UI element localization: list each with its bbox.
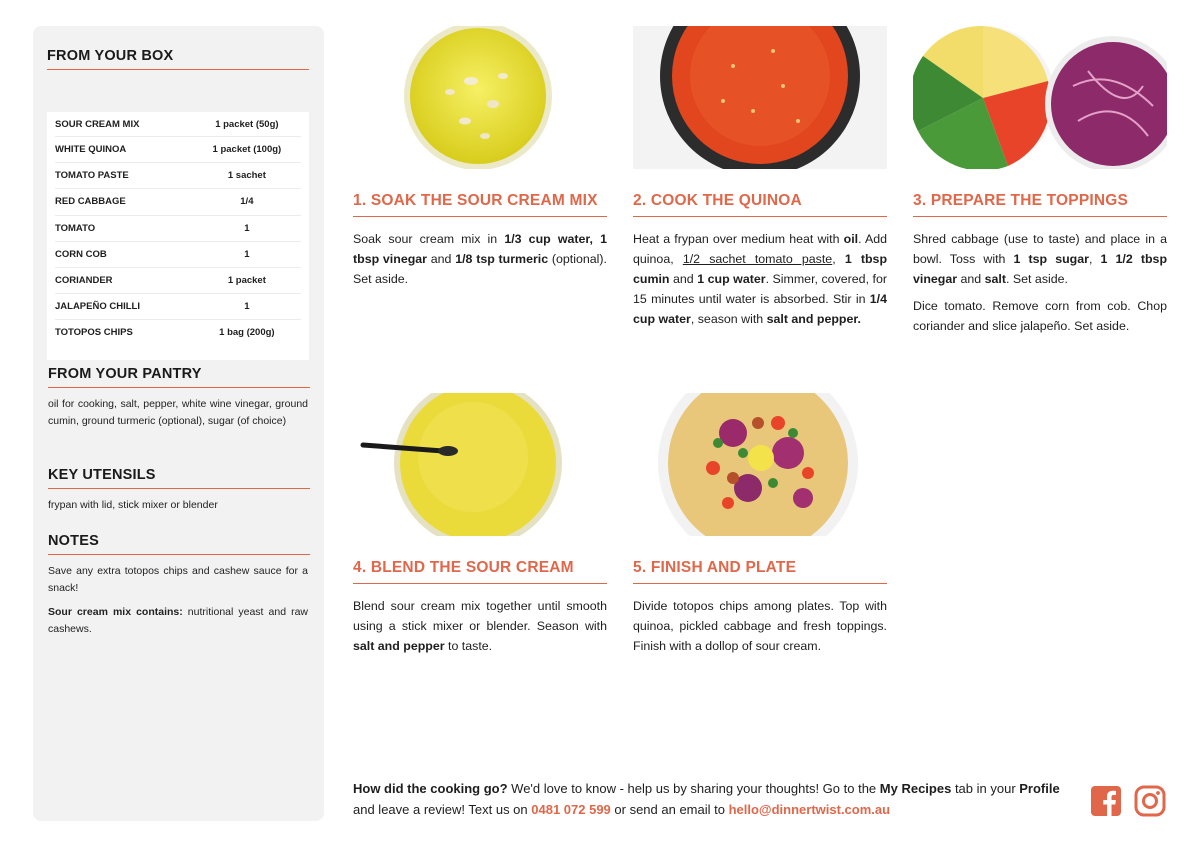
pantry-text: oil for cooking, salt, pepper, white wine vinegar, ground cumin, ground turmeric (optional), sugar (of choice) (48, 398, 308, 427)
step-text: , (832, 252, 845, 266)
notes-contains-rest: nutritional yeast and raw cashews. (48, 606, 309, 635)
step-bold: 1/8 tsp turmeric (455, 252, 549, 266)
step-4-title: 4. BLEND THE SOUR CREAM (353, 559, 607, 584)
step-text: , season with (690, 312, 767, 326)
footer-question: How did the cooking go? (353, 781, 508, 796)
phone-number[interactable]: 0481 072 599 (531, 802, 611, 817)
ingredient-name: WHITE QUINOA (55, 144, 127, 156)
ingredient-name: CORIANDER (55, 275, 113, 287)
step-4-image (353, 393, 607, 536)
footer-text: We'd love to know - help us by sharing your thoughts! Go to the (507, 781, 880, 796)
step-bold: 1/4 cup water (633, 292, 887, 326)
table-row (55, 268, 301, 294)
step-text: and (669, 272, 698, 286)
step-2 (633, 26, 887, 329)
step-2-body (633, 229, 887, 329)
step-bold: salt and pepper (353, 639, 445, 653)
ingredient-qty: 1 bag (200g) (219, 327, 275, 339)
ingredient-name: TOTOPOS CHIPS (55, 327, 133, 339)
blended-sour-cream-illustration (353, 393, 607, 536)
step-2-image (633, 26, 887, 169)
table-row (55, 189, 301, 215)
my-recipes-label: My Recipes (879, 781, 952, 796)
notes-title: NOTES (48, 533, 310, 555)
step-text: . Add quinoa, (633, 232, 888, 266)
ingredient-qty: 1 (244, 222, 250, 234)
ingredient-name: CORN COB (55, 248, 107, 260)
nachos-plate-illustration (633, 393, 887, 536)
step-text: , (1088, 252, 1101, 266)
step-text: and (427, 252, 456, 266)
ingredients-table (47, 112, 309, 360)
step-text: Soak sour cream mix in (353, 232, 505, 246)
feedback-footer (353, 778, 1073, 820)
step-3-title: 3. PREPARE THE TOPPINGS (913, 192, 1167, 217)
step-bold: 1 tbsp cumin (633, 252, 888, 286)
step-bold: oil (843, 232, 859, 246)
step-bold: 1 1/2 tbsp vinegar (913, 252, 1168, 286)
step-underline: 1/2 sachet tomato paste (682, 252, 833, 266)
step-bold: salt and pepper. (766, 312, 861, 326)
step-text: to taste. (444, 639, 493, 653)
step-1-image (353, 26, 607, 169)
ingredient-qty: 1 packet (50g) (215, 118, 279, 130)
notes-text-1: Save any extra totopos chips and cashew sauce for a snack! (48, 565, 308, 594)
quinoa-pan-illustration (633, 26, 887, 169)
table-row (55, 163, 301, 189)
table-row (55, 294, 301, 320)
step-bold: salt (984, 272, 1006, 286)
step-bold: 1/3 cup water, 1 tbsp vinegar (353, 232, 607, 266)
ingredient-name: TOMATO (55, 222, 96, 234)
ingredient-qty: 1 (244, 248, 250, 260)
step-text: . Simmer, covered, for 15 minutes until water is absorbed. Stir in (633, 272, 887, 306)
ingredient-name: TOMATO PASTE (55, 170, 129, 182)
ingredient-qty: 1 (244, 301, 250, 313)
step-text: Blend sour cream mix together until smooth using a stick mixer or blender. Season with (353, 599, 607, 633)
step-4 (353, 393, 607, 656)
table-row (55, 137, 301, 163)
step-3-para-2: Dice tomato. Remove corn from cob. Chop coriander and slice jalapeño. Set aside. (913, 299, 1167, 333)
key-utensils-title: KEY UTENSILS (48, 467, 310, 489)
step-2-title: 2. COOK THE QUINOA (633, 192, 887, 217)
step-bold: 1 cup water (697, 272, 766, 286)
table-row (55, 242, 301, 268)
footer-text: and leave a review! Text us on (353, 802, 532, 817)
step-text: (optional). Set aside. (353, 252, 607, 286)
from-your-pantry-title: FROM YOUR PANTRY (48, 366, 310, 388)
step-5 (633, 393, 887, 656)
ingredient-name: JALAPEÑO CHILLI (55, 301, 140, 313)
email-link[interactable]: hello@dinnertwist.com.au (728, 802, 891, 817)
step-1-title: 1. SOAK THE SOUR CREAM MIX (353, 192, 607, 217)
step-4-body (353, 596, 607, 656)
step-1 (353, 26, 607, 289)
ingredient-qty: 1 packet (100g) (212, 144, 282, 156)
step-3-image (913, 26, 1167, 169)
step-text: Heat a frypan over medium heat with (633, 232, 844, 246)
step-text: Shred cabbage (use to taste) and place in a bowl. Toss with (913, 232, 1167, 266)
instagram-icon[interactable] (1134, 785, 1166, 817)
facebook-icon[interactable] (1090, 785, 1122, 817)
step-5-title: 5. FINISH AND PLATE (633, 559, 887, 584)
step-5-image (633, 393, 887, 536)
ingredients-sidebar (33, 26, 324, 821)
ingredient-qty: 1 packet (227, 275, 266, 287)
toppings-illustration (913, 26, 1167, 169)
from-your-box-title: FROM YOUR BOX (47, 48, 309, 70)
ingredient-qty: 1/4 (240, 196, 254, 208)
ingredient-qty: 1 sachet (227, 170, 266, 182)
table-row (55, 112, 301, 137)
notes-contains-label: Sour cream mix contains: (48, 606, 183, 618)
step-3 (913, 26, 1167, 336)
step-text: . Set aside. (1006, 272, 1068, 286)
table-row (55, 320, 301, 360)
step-bold: 1 tsp sugar (1013, 252, 1089, 266)
footer-text: tab in your (951, 781, 1020, 796)
step-3-para-1 (913, 229, 1167, 289)
step-text: and (957, 272, 985, 286)
sour-cream-bowl-illustration (353, 26, 607, 169)
footer-text: or send an email to (610, 802, 729, 817)
utensils-text: frypan with lid, stick mixer or blender (48, 499, 218, 511)
table-row (55, 216, 301, 242)
ingredient-name: RED CABBAGE (55, 196, 126, 208)
profile-label: Profile (1019, 781, 1060, 796)
step-3-body (913, 229, 1167, 336)
step-5-body: Divide totopos chips among plates. Top with quinoa, pickled cabbage and fresh toppings. Finish with a dollop of sour cream. (633, 599, 887, 653)
step-1-body (353, 229, 607, 289)
notes-text-2 (48, 604, 308, 638)
ingredient-name: SOUR CREAM MIX (55, 118, 140, 130)
